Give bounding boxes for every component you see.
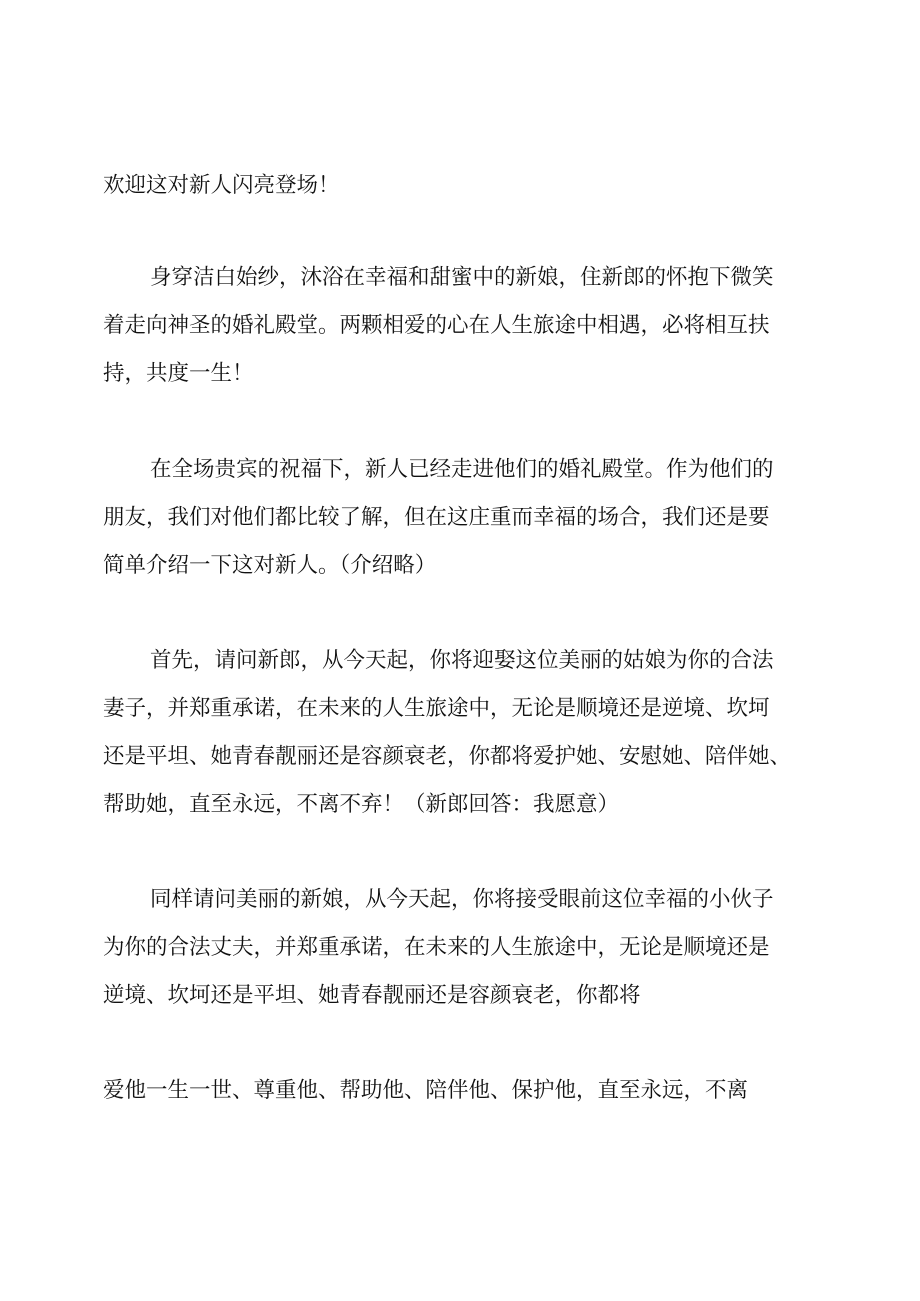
paragraph-intro-line-1: 在全场贵宾的祝福下，新人已经走进他们的婚礼殿堂。作为他们的: [150, 457, 774, 482]
paragraph-intro-line-2: 朋友，我们对他们都比较了解，但在这庄重而幸福的场合，我们还是要: [103, 505, 770, 530]
paragraph-groom-vow-line-3: 还是平坦、她青春靓丽还是容颜衰老，你都将爱护她、安慰她、陪伴她、: [103, 744, 792, 769]
paragraph-bride-line-1: 身穿洁白始纱，沐浴在幸福和甜蜜中的新娘，住新郎的怀抱下微笑: [150, 265, 774, 290]
paragraph-bride-line-2: 着走向神圣的婚礼殿堂。两颗相爱的心在人生旅途中相遇，必将相互扶: [103, 313, 770, 338]
paragraph-bride-vow-line-2: 为你的合法丈夫，并郑重承诺，在未来的人生旅途中，无论是顺境还是: [103, 935, 770, 960]
paragraph-continuation-line: 爱他一生一世、尊重他、帮助他、陪伴他、保护他，直至永远，不离: [103, 1078, 749, 1103]
paragraph-bride-vow-line-3: 逆境、坎坷还是平坦、她青春靓丽还是容颜衰老，你都将: [103, 983, 641, 1008]
paragraph-groom-vow-line-2: 妻子，并郑重承诺，在未来的人生旅途中，无论是顺境还是逆境、坎坷: [103, 696, 770, 721]
paragraph-bride-line-3: 持，共度一生！: [103, 361, 254, 386]
paragraph-groom-vow-line-4: 帮助她，直至永远，不离不弃！（新郎回答：我愿意）: [103, 792, 620, 817]
welcome-line: 欢迎这对新人闪亮登场！: [103, 173, 340, 198]
paragraph-intro-line-3: 简单介绍一下这对新人。（介绍略）: [103, 553, 437, 578]
paragraph-groom-vow-line-1: 首先，请问新郎，从今天起，你将迎娶这位美丽的姑娘为你的合法: [150, 648, 774, 673]
paragraph-bride-vow-line-1: 同样请问美丽的新娘，从今天起，你将接受眼前这位幸福的小伙子: [150, 887, 774, 912]
